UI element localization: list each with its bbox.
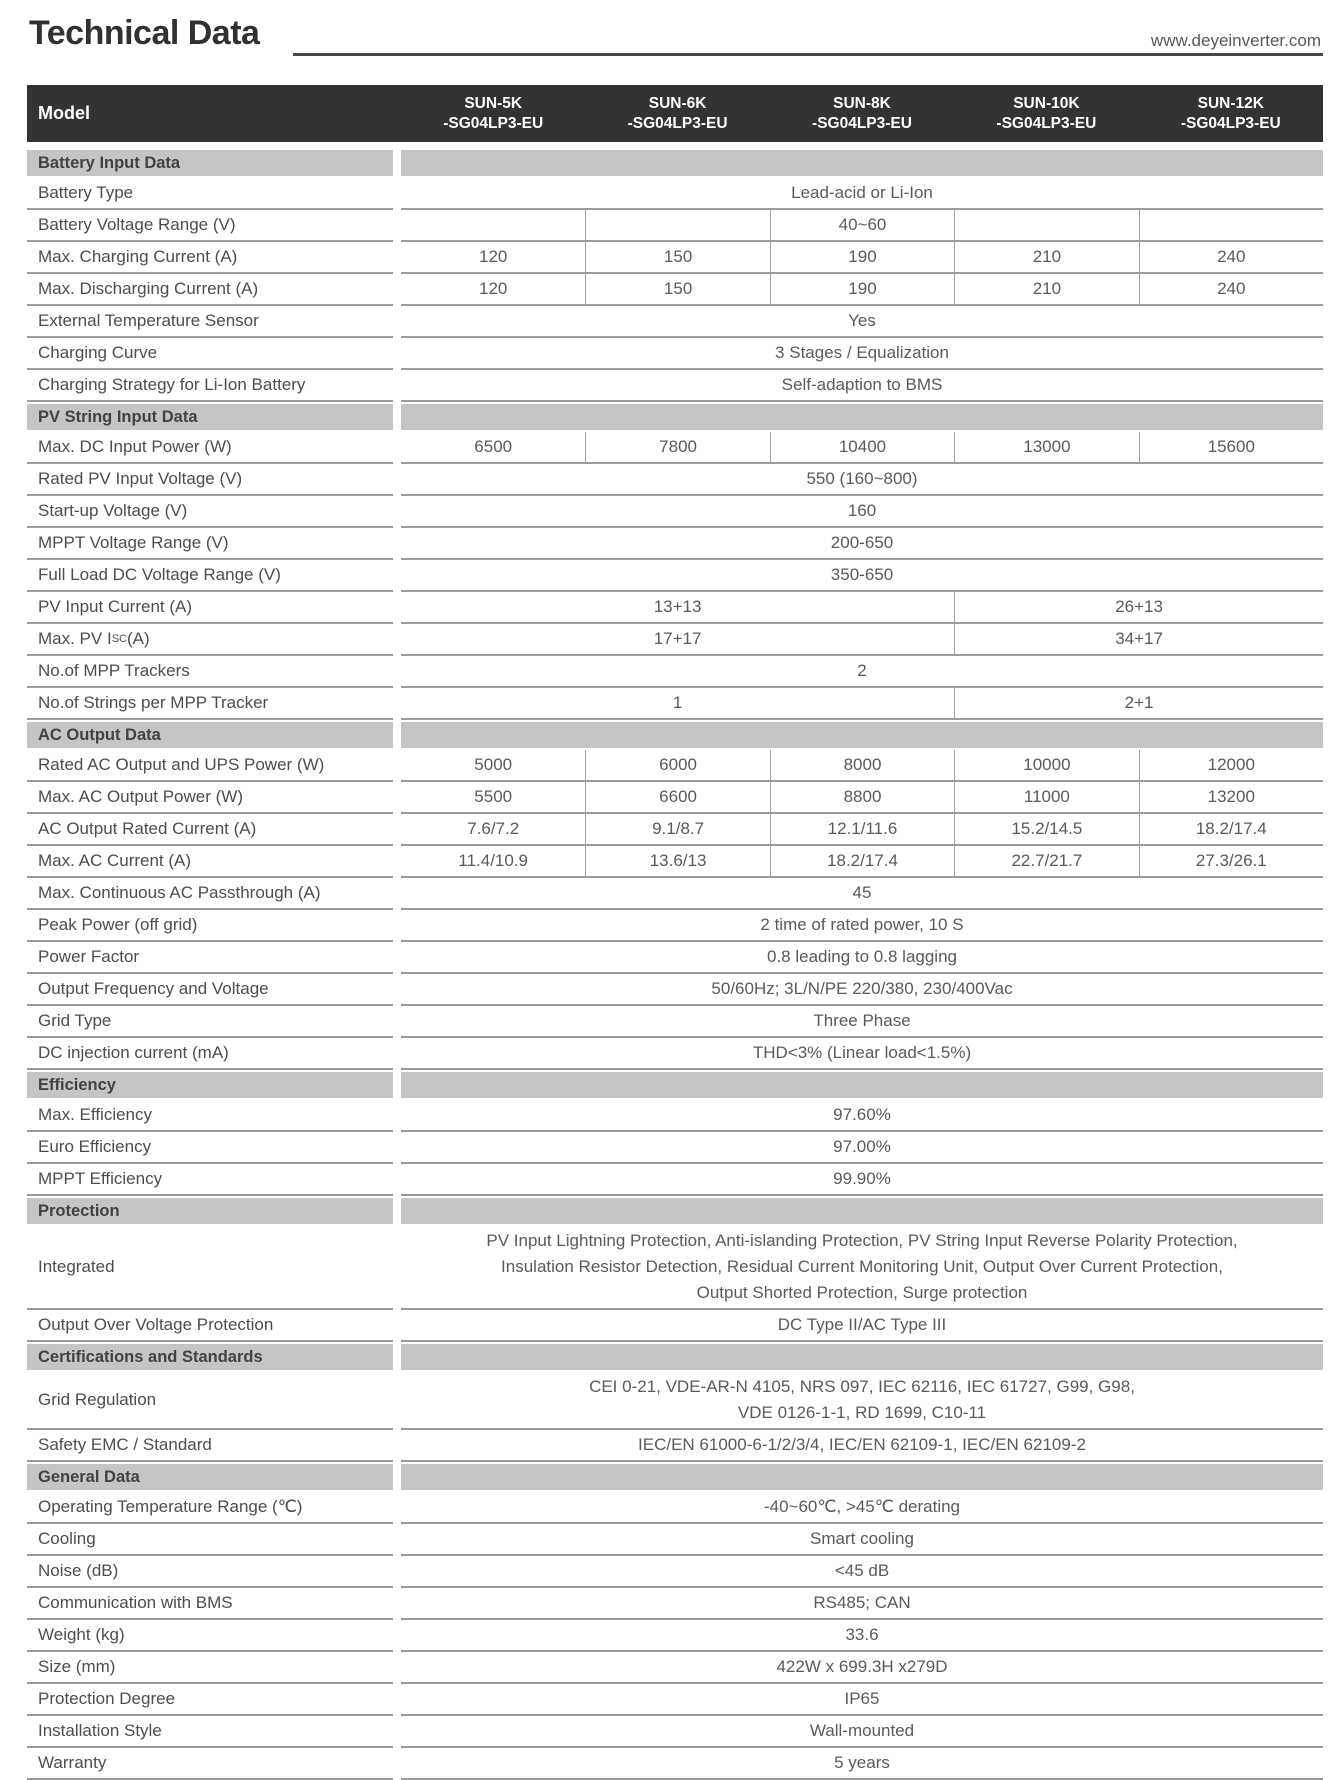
value-cell: 210 xyxy=(954,274,1138,306)
model-column-header: SUN-8K -SG04LP3-EU xyxy=(812,94,912,132)
value-cell xyxy=(401,1226,1323,1310)
table-row xyxy=(27,1132,1323,1164)
row-label: Max. DC Input Power (W) xyxy=(27,432,393,464)
value-cell: 200-650 xyxy=(401,528,1323,560)
section-header-row xyxy=(27,150,1323,176)
value-line: CEI 0-21, VDE-AR-N 4105, NRS 097, IEC 62116, IEC 61727, G99, G98, xyxy=(589,1377,1135,1396)
row-label: Euro Efficiency xyxy=(27,1132,393,1164)
row-label: Battery Voltage Range (V) xyxy=(27,210,393,242)
value-cell: Smart cooling xyxy=(401,1524,1323,1556)
row-label: Installation Style xyxy=(27,1716,393,1748)
row-label: Max. Efficiency xyxy=(27,1100,393,1132)
value-cell: 5500 xyxy=(401,782,585,814)
row-label: Max. Charging Current (A) xyxy=(27,242,393,274)
value-cell: IP65 xyxy=(401,1684,1323,1716)
website-url: www.deyeinverter.com xyxy=(1150,31,1321,50)
spec-table xyxy=(27,85,1323,1780)
value-line: PV Input Lightning Protection, Anti-islanding Protection, PV String Input Reverse Polarity Protection, xyxy=(486,1231,1238,1250)
value-cell: 120 xyxy=(401,242,585,274)
value-cell: 10000 xyxy=(954,750,1138,782)
section-header-fill xyxy=(401,404,1323,430)
value-cell: THD<3% (Linear load<1.5%) xyxy=(401,1038,1323,1070)
row-label: Output Frequency and Voltage xyxy=(27,974,393,1006)
value-cell: Lead-acid or Li-Ion xyxy=(401,178,1323,210)
model-header-row xyxy=(27,85,1323,142)
table-row xyxy=(27,1006,1323,1038)
section-header-fill xyxy=(401,150,1323,176)
table-row xyxy=(27,242,1323,274)
row-label: Max. Discharging Current (A) xyxy=(27,274,393,306)
value-cell: 160 xyxy=(401,496,1323,528)
model-column-header: SUN-6K -SG04LP3-EU xyxy=(627,94,728,132)
value-cell xyxy=(401,210,585,242)
value-cell: 99.90% xyxy=(401,1164,1323,1196)
row-label: Noise (dB) xyxy=(27,1556,393,1588)
table-row xyxy=(27,846,1323,878)
value-cell xyxy=(585,210,769,242)
value-cell: 9.1/8.7 xyxy=(585,814,769,846)
table-row xyxy=(27,974,1323,1006)
row-label: Operating Temperature Range (℃) xyxy=(27,1492,393,1524)
table-row xyxy=(27,592,1323,624)
table-row xyxy=(27,878,1323,910)
table-row xyxy=(27,1588,1323,1620)
row-label: Power Factor xyxy=(27,942,393,974)
model-column-header: SUN-12K -SG04LP3-EU xyxy=(1180,94,1281,132)
table-row xyxy=(27,1164,1323,1196)
value-cell: 11000 xyxy=(954,782,1138,814)
value-cell: 50/60Hz; 3L/N/PE 220/380, 230/400Vac xyxy=(401,974,1323,1006)
table-row xyxy=(27,560,1323,592)
table-row xyxy=(27,1310,1323,1342)
value-line: VDE 0126-1-1, RD 1699, C10-11 xyxy=(737,1403,987,1422)
value-cell: 13+13 xyxy=(401,592,954,624)
table-row xyxy=(27,814,1323,846)
row-label: Battery Type xyxy=(27,178,393,210)
table-row xyxy=(27,1492,1323,1524)
value-cell: 17+17 xyxy=(401,624,954,656)
value-cell: 240 xyxy=(1139,242,1323,274)
table-row xyxy=(27,750,1323,782)
value-cell: 190 xyxy=(770,274,954,306)
value-cell: 422W x 699.3H x279D xyxy=(401,1652,1323,1684)
value-line: Insulation Resistor Detection, Residual Current Monitoring Unit, Output Over Current Protection, xyxy=(501,1257,1223,1276)
value-cell: 2+1 xyxy=(954,688,1323,720)
value-cell: 22.7/21.7 xyxy=(954,846,1138,878)
model-header-label: Model xyxy=(38,103,90,123)
table-row xyxy=(27,1430,1323,1462)
table-row xyxy=(27,432,1323,464)
value-cell: 8000 xyxy=(770,750,954,782)
table-row xyxy=(27,1716,1323,1748)
title-underline xyxy=(293,53,1323,56)
value-cell: 12000 xyxy=(1139,750,1323,782)
value-cell: 13200 xyxy=(1139,782,1323,814)
table-row xyxy=(27,1038,1323,1070)
value-cell: 150 xyxy=(585,274,769,306)
value-cell: 13.6/13 xyxy=(585,846,769,878)
value-line: Output Shorted Protection, Surge protection xyxy=(696,1283,1028,1302)
value-cell: 12.1/11.6 xyxy=(770,814,954,846)
section-title: General Data xyxy=(27,1464,393,1490)
value-cell xyxy=(401,1372,1323,1430)
row-label: Safety EMC / Standard xyxy=(27,1430,393,1462)
section-header-fill xyxy=(401,1344,1323,1370)
table-row xyxy=(27,528,1323,560)
value-cell: 13000 xyxy=(954,432,1138,464)
page-title: Technical Data xyxy=(29,14,260,52)
table-row xyxy=(27,496,1323,528)
value-cell: 26+13 xyxy=(954,592,1323,624)
row-label: Full Load DC Voltage Range (V) xyxy=(27,560,393,592)
value-cell: 1 xyxy=(401,688,954,720)
row-label: Max. AC Output Power (W) xyxy=(27,782,393,814)
table-row xyxy=(27,624,1323,656)
table-row xyxy=(27,1620,1323,1652)
value-cell: 2 time of rated power, 10 S xyxy=(401,910,1323,942)
section-header-fill xyxy=(401,1464,1323,1490)
value-cell: 6500 xyxy=(401,432,585,464)
value-cell: 5000 xyxy=(401,750,585,782)
section-title: Battery Input Data xyxy=(27,150,393,176)
value-cell: Three Phase xyxy=(401,1006,1323,1038)
row-label: DC injection current (mA) xyxy=(27,1038,393,1070)
value-cell: 10400 xyxy=(770,432,954,464)
value-cell: 45 xyxy=(401,878,1323,910)
section-header-row xyxy=(27,1072,1323,1098)
value-cell: 18.2/17.4 xyxy=(1139,814,1323,846)
value-cell: 150 xyxy=(585,242,769,274)
row-label: AC Output Rated Current (A) xyxy=(27,814,393,846)
table-row xyxy=(27,464,1323,496)
section-title: AC Output Data xyxy=(27,722,393,748)
value-cell: 210 xyxy=(954,242,1138,274)
value-cell: 33.6 xyxy=(401,1620,1323,1652)
table-row xyxy=(27,910,1323,942)
row-label: Integrated xyxy=(27,1226,393,1310)
value-cell xyxy=(1139,210,1323,242)
value-cell: 34+17 xyxy=(954,624,1323,656)
table-row xyxy=(27,656,1323,688)
table-row xyxy=(27,370,1323,402)
value-cell: -40~60℃, >45℃ derating xyxy=(401,1492,1323,1524)
value-cell: 190 xyxy=(770,242,954,274)
section-header-fill xyxy=(401,1198,1323,1224)
value-cell: 8800 xyxy=(770,782,954,814)
value-cell: 550 (160~800) xyxy=(401,464,1323,496)
row-label: Weight (kg) xyxy=(27,1620,393,1652)
model-column-header: SUN-10K -SG04LP3-EU xyxy=(996,94,1097,132)
row-label: Warranty xyxy=(27,1748,393,1780)
row-label: Max. Continuous AC Passthrough (A) xyxy=(27,878,393,910)
section-header-row xyxy=(27,1344,1323,1370)
section-header-row xyxy=(27,1198,1323,1224)
table-row xyxy=(27,1652,1323,1684)
section-header-row xyxy=(27,1464,1323,1490)
value-cell: Yes xyxy=(401,306,1323,338)
row-label: Grid Type xyxy=(27,1006,393,1038)
value-cell: 18.2/17.4 xyxy=(770,846,954,878)
document-header xyxy=(27,0,1323,85)
table-row xyxy=(27,1226,1323,1310)
row-label: Rated PV Input Voltage (V) xyxy=(27,464,393,496)
row-label: Max. PV I SC (A) xyxy=(27,624,393,656)
row-label: No.of MPP Trackers xyxy=(27,656,393,688)
value-cell: 15.2/14.5 xyxy=(954,814,1138,846)
value-cell: <45 dB xyxy=(401,1556,1323,1588)
row-label: MPPT Voltage Range (V) xyxy=(27,528,393,560)
row-label: PV Input Current (A) xyxy=(27,592,393,624)
section-title: PV String Input Data xyxy=(27,404,393,430)
value-cell: 120 xyxy=(401,274,585,306)
value-cell: 97.60% xyxy=(401,1100,1323,1132)
row-label: Communication with BMS xyxy=(27,1588,393,1620)
row-label: Charging Strategy for Li-Ion Battery xyxy=(27,370,393,402)
table-row xyxy=(27,1524,1323,1556)
row-label: Charging Curve xyxy=(27,338,393,370)
row-label: Max. AC Current (A) xyxy=(27,846,393,878)
value-cell: RS485; CAN xyxy=(401,1588,1323,1620)
value-cell: 27.3/26.1 xyxy=(1139,846,1323,878)
row-label: External Temperature Sensor xyxy=(27,306,393,338)
table-row xyxy=(27,306,1323,338)
section-header-fill xyxy=(401,722,1323,748)
section-title: Protection xyxy=(27,1198,393,1224)
table-row xyxy=(27,1748,1323,1780)
row-label: No.of Strings per MPP Tracker xyxy=(27,688,393,720)
value-cell: 40~60 xyxy=(770,210,954,242)
value-cell: DC Type II/AC Type III xyxy=(401,1310,1323,1342)
table-row xyxy=(27,210,1323,242)
value-cell: 5 years xyxy=(401,1748,1323,1780)
table-row xyxy=(27,1100,1323,1132)
table-row xyxy=(27,1556,1323,1588)
row-label: Output Over Voltage Protection xyxy=(27,1310,393,1342)
row-label: Peak Power (off grid) xyxy=(27,910,393,942)
value-cell: IEC/EN 61000-6-1/2/3/4, IEC/EN 62109-1, IEC/EN 62109-2 xyxy=(401,1430,1323,1462)
value-cell: Wall-mounted xyxy=(401,1716,1323,1748)
table-row xyxy=(27,338,1323,370)
row-label: Grid Regulation xyxy=(27,1372,393,1430)
section-title: Certifications and Standards xyxy=(27,1344,393,1370)
section-header-row xyxy=(27,404,1323,430)
value-cell: 15600 xyxy=(1139,432,1323,464)
value-cell: 7800 xyxy=(585,432,769,464)
row-label: Rated AC Output and UPS Power (W) xyxy=(27,750,393,782)
row-label: Start-up Voltage (V) xyxy=(27,496,393,528)
value-cell: 0.8 leading to 0.8 lagging xyxy=(401,942,1323,974)
table-row xyxy=(27,782,1323,814)
section-header-row xyxy=(27,722,1323,748)
row-label: Size (mm) xyxy=(27,1652,393,1684)
section-title: Efficiency xyxy=(27,1072,393,1098)
value-cell xyxy=(954,210,1138,242)
model-column-header: SUN-5K -SG04LP3-EU xyxy=(443,94,544,132)
value-cell: 6000 xyxy=(585,750,769,782)
value-cell: 240 xyxy=(1139,274,1323,306)
value-cell: 7.6/7.2 xyxy=(401,814,585,846)
table-row xyxy=(27,178,1323,210)
value-cell: 350-650 xyxy=(401,560,1323,592)
row-label: Protection Degree xyxy=(27,1684,393,1716)
value-cell: 3 Stages / Equalization xyxy=(401,338,1323,370)
row-label: Cooling xyxy=(27,1524,393,1556)
table-row xyxy=(27,1684,1323,1716)
value-cell: 11.4/10.9 xyxy=(401,846,585,878)
value-cell: 6600 xyxy=(585,782,769,814)
table-row xyxy=(27,942,1323,974)
section-header-fill xyxy=(401,1072,1323,1098)
value-cell: 97.00% xyxy=(401,1132,1323,1164)
value-cell: Self-adaption to BMS xyxy=(401,370,1323,402)
table-row xyxy=(27,274,1323,306)
table-row xyxy=(27,688,1323,720)
value-cell: 2 xyxy=(401,656,1323,688)
row-label: MPPT Efficiency xyxy=(27,1164,393,1196)
table-row xyxy=(27,1372,1323,1430)
